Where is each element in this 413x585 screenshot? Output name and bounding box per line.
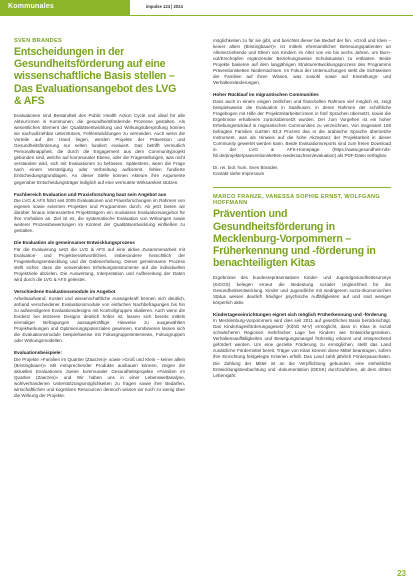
article1-paragraph: Die LVG & AFS führt seit 2009 Evaluationen und Praxisforschungen im Rahmen von eigenen sowie externen Projekten und Programmen durch. Ab jetzt bieten wir darüber hinaus interessierten Projektträgern ein modulares Evaluationsangebot für ihre Vorhaben an. Ziel ist es, die systematische Evaluation von Wirkungen sowie weiterer Prozessbewertungen im Kontext der Qualitätsentwicklung einfließen zu gestalten.: [14, 198, 185, 234]
article1-subheading: Verschiedene Evaluationsmodule im Angebot: [14, 289, 116, 295]
article2-title: Prävention und Gesundheitsförderung in Mecklenburg-Vorpommern – Früherkennung und -förderung in benachteiligten Kitas: [213, 208, 376, 270]
author-signature: Dr. rer. biol. hum. Sven Brandes: [213, 165, 278, 171]
article1-paragraph: Dass auch in einem eingen zeitlichen und finanziellen Rahmen viel möglich ist, zeigt beispielsweise die Evaluation in Saalhusen, in deren Rahmen der schriftliche Fragebogen mit Hilfe der Projektmitarbeiter:innen in fünf Sprachen übersetzt, sowie die Ergebnisse erhaltenen zurückübersetzt wurden. Der zum Vorgehen ist ein hoher Erhebungsrücklauf in migrantischen Communities zu verzeichnen. Von insgesamt 108 befragten Familien nutzten 83,3 Prozent das in die arabische Sprache übersetzte Instrument, was als Hinweis auf die hohe Akzeptanz der Projektarbeit in dieser Community gewertet werden kann. Beide Evaluationsreports sind zum freien Download in der LVG & AFS-Homepage (https://www.gesundheit-nds-hb.de/projekte/praeventionsketten-niedersachsen/evaluation) als PDF-Datei verfügbar.: [213, 98, 391, 159]
article1-title: Entscheidungen in der Gesundheitsförderung auf eine wissenschaftliche Basis stellen – Das Evaluationsangebot des LVG & AFS: [14, 46, 177, 107]
article1-paragraph: Arbeitsaufwand, Kosten und wissenschaftliche Aussagekraft können sich deutlich, anhand verschiedener Evaluationsmodule von einfachen Nachbefragungen bis hin zu aufwendigeren Evaluationsdesigns mit Kontrollgruppen skalieren. Auch wenn die Evidenz bei letzteren Designs deutlich höher ist, lassen sich bereits mittels einmaliger Befragungen aussagekräftige Hinweise zu ausgewählten Projektwirkungen und Optimierungspotenzialen gewinnen. Kombinieren lassen sich die Evaluationsmodule beispielsweise mit Fokusgruppeninterviews, Fokusgruppen oder Wirkungsmodellen.: [14, 295, 185, 343]
article2-paragraph: In Mecklenburg-Vorpommern wird dies seit 2011 auf gesetzlicher Basis berücksichtigt. Das Kindertagesförderungsgesetz (KiföG M-V) ermöglicht, dass in Kitas in sozial schwächeren Regionen mehrfacher Lage bei Kindern wie Entwicklungsrisiken, Verhaltensauffälligkeiten und Bewegungsmangel frühzeitig erkannt und entsprechend gefördert werden. Um eine gezielte Förderung zu ermöglichen, stellt das Land zusätzliche Fördermittel bereit. Träger von Kitas können diese Mittel beantragen, sofern ihre Einrichtung festgelegte Kriterien erfüllt. Das Land zahlt jährlich Förderpauschalen. Die Zahlung der Mittel ist an die Verpflichtung gebunden, eine einheitliche Entwicklungsbeobachtung und -dokumentation (DESK) durchzuführen, ab dem dritten Lebensjahr.: [213, 318, 391, 378]
section-title: Kommunales: [8, 3, 54, 10]
article2-subheading: Kindertageseinrichtungen eignet sich möglich Früherkennung und -förderung: [213, 311, 387, 317]
article1-subheading: Hoher Rücklauf im migrantischen Communities: [213, 92, 319, 98]
article2-author: MARCO FRANZE, VANESSA SOPHIE ERNST, WOLFGANG HOFFMANN: [213, 194, 381, 207]
section-header-bar: [0, 0, 130, 16]
article1-author: SVEN BRANDES: [14, 38, 63, 44]
left-column: [14, 38, 185, 405]
article1-paragraph: möglichkeiten zu für sie gibt, und berichtet dieser bei Bedarf der hin. »Groß und Klein – keiner allein (Bristingbauer)« ist mittels ehrenamtlicher Betreuungspatienten an Alleinerziehende und Eltern von Kindern im Alter von ein bis sechs Jahren, um Burn-out/Erschöpfen ergänzender Beziehungsweise Schulsituation zu entlasten. Beide Projekte basieren auf dem langjährigen Strukturentwicklungsprozess des Programms Präventionsketten Niedersachsen. Im Fokus der Untersuchungen steht die Sichtweisen der Familien auf ihren Wissen, was sowohl sowie auf Einstellungs- und Verhaltensänderungen.: [213, 38, 391, 86]
article2-paragraph: Ergebnisse des bundesrepräsentativen Kinder- und Jugendgesundheitssurveys (KiGGS) belegen erneut die Bedeutung sozialer Ungleichheit für die Gesundheitsentwicklung. Kinder und Jugendliche mit niedrigerem sozio-ökonomischen Status weisen deutlich häufiger psychische Auffälligkeiten auf und sind weniger körperlich aktiv.: [213, 275, 391, 305]
article1-closing: [213, 165, 391, 177]
article1-paragraph: Die Projekte »Familien im Quartier (Zaarzen)« sowie »Groß und Klein – keiner allein (Bristingbauer)« Mit entsprechender Produkte ausbauen können, zeigen die aktuellen Evaluationen zweier kommunaler Gesundheitsprojekte »Familien im Quartier (Zaarzen)« und Wir haben uns in einer Lebensweltanalyse, wohlverhandenen Unterstützungsmöglichkeiten zu fragen sowie ihre Bedarfen, wirtschaftlichen und kognitiven Ressourcen dennoch wissen wir noch zu wenig über die Wirkung der Projekte.: [14, 356, 185, 398]
article1-subheading: Fachbereich Evaluation und Praxisforschung baut sein Angebot aus: [14, 191, 167, 197]
issue-label: impulse 124 | 2024: [146, 4, 183, 9]
contact-note: Kontakt siehe Impressum: [213, 171, 265, 177]
article1-subheading: Evaluationsbeispiele:: [14, 350, 62, 356]
article1-paragraph: Für die Evaluierung setzt die LVG & AFS auf eine aktive Zusammenarbeit mit Evaluation- und Projektverantwortlichen, insbesondere hinsichtlich der Fragestellungsentwicklung und der Datenerhebung. Dieser gemeinsame Prozess stellt sicher, dass die verwendeten Erhebungsinstrumente auf die individuellen Projektziele abzielen. Die Auswertung, Interpretation und Aufbereitung der Daten wird durch die LVG & AFS geleistet.: [14, 246, 185, 283]
article1-subheading: Die Evaluation als gemeinsamer Entwicklungsprozess: [14, 240, 135, 246]
right-column: [213, 38, 391, 385]
article1-paragraph: Evaluationen sind Bestandteil des Public Health Action Cycle und ideal für alle Akteur:innen in Kommunen, die gesundheitsfördernde Prozesse gestalten. Als wesentliches Element der Qualitätsentwicklung und Wirkungsüberprüfung können sie nachvollziehbar unterstützen, Fehlentwicklungen zu vermeiden. Auch wenn die Vorteile auf der Hand liegen, werden Projekte der Prävention und Gesundheitsförderung nur selten fundiert evaluiert. Das betrifft vermutlich Personalknappheit, die durch die Engagement aus dem Communityprojekt gebunden sind, welche auf kommunaler Ebene, oder die Fragestellungen, was nicht verstanden wird, sich mit Evaluationen zu befassen. Spätestens, wenn die Frage nach einem Verstetigung oder Verbreitung aufkommt, fehlen fundierte Entscheidungsgrundlagen. An dieser Stelle können Akteure ihre Argumente gegenüber Entscheidungsträger lediglich auf eine vermutete Wirksamkeit stützen.: [14, 113, 185, 185]
header-rule: [130, 15, 413, 16]
article-divider: [213, 187, 391, 188]
page-number: 23: [397, 569, 406, 578]
